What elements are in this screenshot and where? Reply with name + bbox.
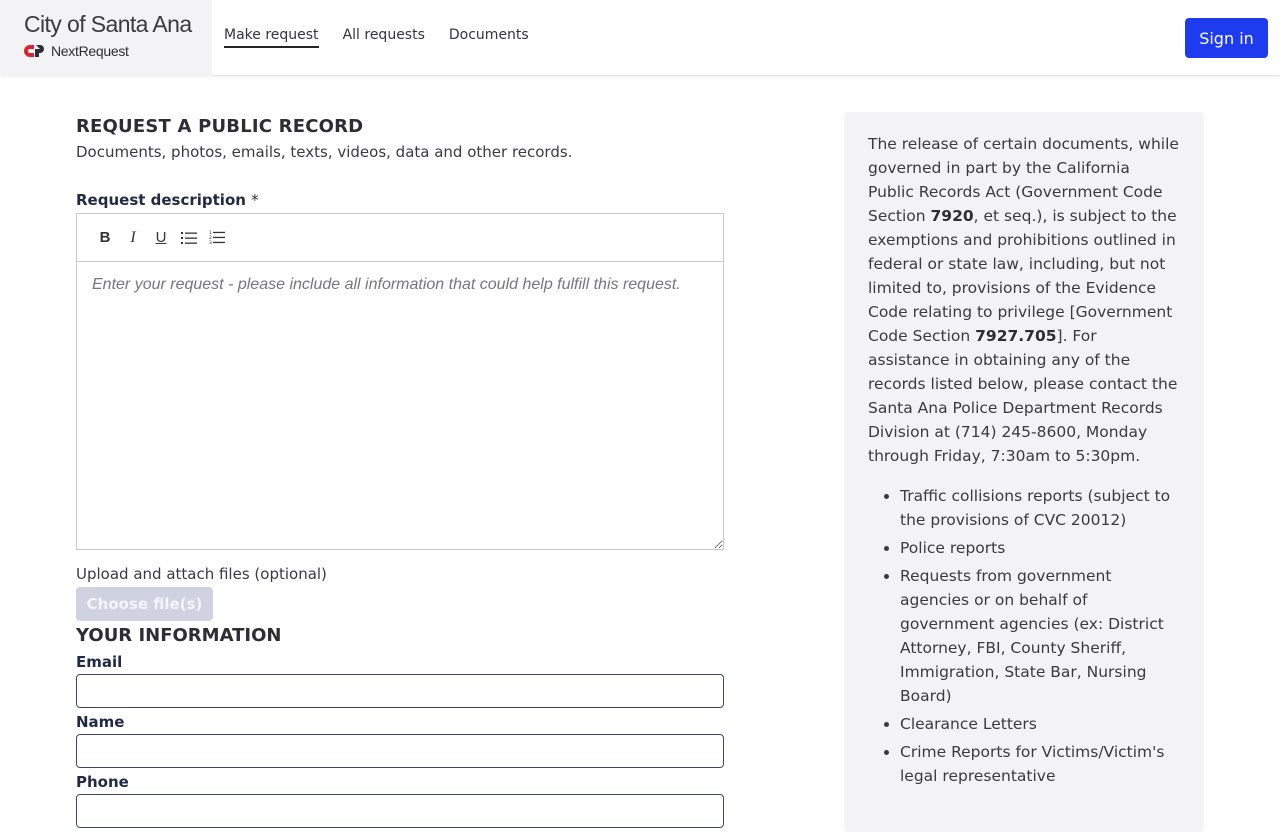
code-section-7927-705: 7927.705 [975,327,1057,345]
brand[interactable] [0,0,212,76]
list-item: • Clearance Letters [900,712,1180,736]
phone-field[interactable] [76,794,724,828]
request-form [76,112,724,828]
page-subtitle: Documents, photos, emails, texts, videos, data and other records. [76,143,573,161]
name-field[interactable] [76,734,724,768]
sidebar-intro [868,132,1180,468]
intro-text-2: , et seq.), is subject to the exemptions and prohibitions outlined in federal or state law, including, but not limited to, provisions of the Evidence Code relating to privilege [Government Code Section [868,207,1177,345]
records-list [868,484,1180,788]
email-label: Email [76,653,123,671]
sign-in-button[interactable]: Sign in [1185,18,1268,58]
nav-make-request[interactable]: Make request [224,26,319,48]
bold-button[interactable]: B [99,229,111,246]
org-name: City of Santa Ana [24,11,192,37]
product-brand [24,43,212,59]
nextrequest-logo-icon [24,45,46,57]
list-item: • Traffic collisions reports (subject to the provisions of CVC 20012) [900,484,1180,532]
product-name: NextRequest [51,43,129,59]
main-nav [224,0,553,75]
svg-text:1: 1 [209,231,212,236]
bullet-list-button[interactable] [175,226,203,250]
code-section-7920: 7920 [930,207,974,225]
info-sidebar [844,112,1204,832]
required-marker: * [251,191,259,209]
bullet-list-icon [181,231,197,245]
svg-text:2: 2 [209,236,212,241]
email-field[interactable] [76,674,724,708]
choose-files-button[interactable]: Choose file(s) [76,587,213,621]
numbered-list-icon [209,230,225,245]
your-information-heading: YOUR INFORMATION [76,625,282,646]
request-description-label [76,190,724,210]
list-item: • Requests from government agencies or on behalf of government agencies (ex: District Attorney, FBI, County Sheriff, Immigration, State Bar, Nursing Board) [900,564,1180,708]
underline-button[interactable]: U [155,229,167,246]
intro-text-1: The release of certain documents, while governed in part by the California Public Records Act (Government Code Section [868,135,1179,225]
list-item: • Crime Reports for Victims/Victim's legal representative [900,740,1180,788]
upload-label: Upload and attach files (optional) [76,565,327,583]
editor-toolbar [77,214,723,262]
numbered-list-button[interactable] [203,226,231,250]
name-label: Name [76,713,125,731]
intro-text-3: ]. For assistance in obtaining any of the records listed below, please contact the Santa Ana Police Department Records Division at (714) 245-8600, Monday through Friday, 7:30am to 5:30pm. [868,327,1178,465]
request-description-label-text: Request description [76,191,246,209]
phone-label: Phone [76,773,129,791]
page-title: REQUEST A PUBLIC RECORD [76,116,364,137]
nav-all-requests[interactable]: All requests [342,27,425,43]
nav-documents[interactable]: Documents [448,27,529,43]
rich-text-editor [76,213,724,550]
site-header [0,0,1280,76]
list-item: • Police reports [900,536,1180,560]
request-description-input[interactable] [77,262,723,549]
italic-button[interactable]: I [130,228,136,246]
svg-text:3: 3 [209,241,212,245]
